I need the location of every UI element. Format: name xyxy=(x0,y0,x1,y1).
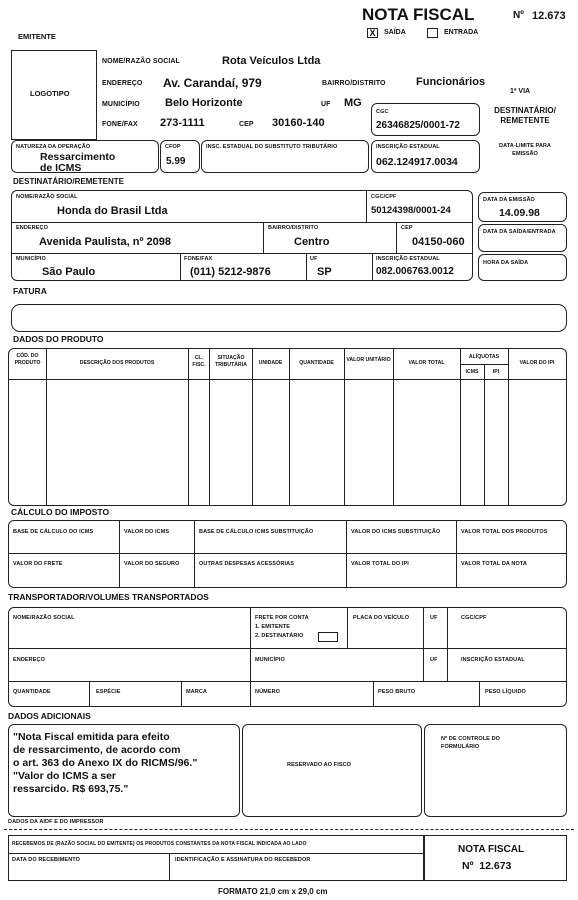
adicionais-section-label: DADOS ADICIONAIS xyxy=(8,711,91,721)
cfop-value: 5.99 xyxy=(166,156,186,167)
data-recebimento-label: DATA DO RECEBIMENTO xyxy=(12,857,81,863)
insc-value: 062.124917.0034 xyxy=(376,156,458,168)
dest-municipio: São Paulo xyxy=(42,266,96,278)
emitente-bairro-label: BAIRRO/DISTRITO xyxy=(322,80,386,87)
dest-cgc-label: CGC/CPF xyxy=(371,194,397,200)
imposto-table xyxy=(8,520,567,588)
col-cod: CÓD. DO PRODUTO xyxy=(14,353,41,366)
natureza-label: NATUREZA DA OPERAÇÃO xyxy=(16,144,91,150)
adicionais-line-4: "Valor do ICMS a ser xyxy=(13,770,117,782)
dest-endereco: Avenida Paulista, nº 2098 xyxy=(39,236,171,248)
natureza-value: Ressarcimento de ICMS xyxy=(40,151,116,175)
transp-endereco-label: ENDEREÇO xyxy=(13,657,45,663)
adicionais-line-3: o art. 363 do Anexo IX do RICMS/96." xyxy=(13,757,198,769)
saida-checkbox[interactable]: X xyxy=(367,28,378,38)
frete-label: FRETE POR CONTA xyxy=(255,615,309,621)
emitente-nome: Rota Veículos Ltda xyxy=(222,55,321,67)
dest-insc-label: INSCRIÇÃO ESTADUAL xyxy=(376,256,440,262)
emitente-cep: 30160-140 xyxy=(272,117,325,129)
emitente-municipio-label: MUNICÍPIO xyxy=(102,101,140,108)
col-situacao: SITUAÇÃO TRIBUTÁRIA xyxy=(215,355,247,368)
emitente-uf-label: UF xyxy=(321,101,331,108)
dest-cep-label: CEP xyxy=(401,225,413,231)
cfop-label: CFOP xyxy=(165,144,181,150)
marca-label: MARCA xyxy=(186,689,207,695)
ident-recebedor-label: IDENTIFICAÇÃO E ASSINATURA DO RECEBEDOR xyxy=(175,857,311,863)
col-cl-fisc: CL. FISC. xyxy=(192,355,206,368)
controle-box xyxy=(424,724,567,817)
dest-fone: (011) 5212-9876 xyxy=(190,266,271,278)
emitente-section-label: EMITENTE xyxy=(18,32,56,41)
insc-box xyxy=(371,140,480,173)
insc-sub-label: INSC. ESTADUAL DO SUBSTITUTO TRIBUTÁRIO xyxy=(206,144,338,150)
dest-municipio-label: MUNICÍPIO xyxy=(16,256,46,262)
col-valor-ipi: VALOR DO IPI xyxy=(519,360,555,366)
produtos-table xyxy=(8,348,567,506)
dest-main-box xyxy=(11,190,473,281)
reservado-fisco-box xyxy=(242,724,422,817)
impressor-label: DADOS DA AIDF E DO IMPRESSOR xyxy=(8,819,104,825)
dest-bairro: Centro xyxy=(294,236,330,248)
hora-saida-label: HORA DA SAÍDA xyxy=(483,260,529,266)
valor-icms-label: VALOR DO ICMS xyxy=(124,529,170,535)
valor-total-produtos-label: VALOR TOTAL DOS PRODUTOS xyxy=(461,529,548,535)
col-aliq-ipi: IPI xyxy=(492,369,500,375)
col-unidade: UNIDADE xyxy=(258,360,283,366)
transp-nome-label: NOME/RAZÃO SOCIAL xyxy=(13,615,75,621)
nf-number: 12.673 xyxy=(532,10,566,22)
base-icms-sub-label: BASE DE CÁLCULO ICMS SUBSTITUIÇÃO xyxy=(199,529,314,535)
dest-bairro-label: BAIRRO/DISTRITO xyxy=(268,225,319,231)
emitente-fone-label: FONE/FAX xyxy=(102,121,138,128)
fatura-section-label: FATURA xyxy=(13,286,47,296)
data-saida-label: DATA DA SAÍDA/ENTRADA xyxy=(483,229,556,235)
emitente-cgc-label: CGC xyxy=(376,109,389,115)
destinatario-section-label: DESTINATÁRIO/REMETENTE xyxy=(13,177,124,186)
col-valor-total: VALOR TOTAL xyxy=(408,360,445,366)
cfop-box xyxy=(160,140,200,173)
frete-opt1: 1. EMITENTE xyxy=(255,624,291,630)
logo-box xyxy=(11,50,97,140)
transp-municipio-label: MUNICÍPIO xyxy=(255,657,285,663)
produtos-section-label: DADOS DO PRODUTO xyxy=(13,334,104,344)
transportador-section-label: TRANSPORTADOR/VOLUMES TRANSPORTADOS xyxy=(8,592,209,602)
canhoto-cut-line xyxy=(4,829,574,830)
emitente-municipio: Belo Horizonte xyxy=(165,97,243,109)
fatura-box xyxy=(11,304,567,332)
peso-bruto-label: PESO BRUTO xyxy=(378,689,416,695)
dest-uf-label: UF xyxy=(310,256,318,262)
numero-label: NÚMERO xyxy=(255,689,281,695)
transp-uf2-label: UF xyxy=(430,657,438,663)
transp-cgc-label: CGC/CPF xyxy=(461,615,487,621)
dest-cep: 04150-060 xyxy=(412,236,465,248)
peso-liquido-label: PESO LÍQUIDO xyxy=(485,689,526,695)
col-aliq-icms: ICMS xyxy=(465,369,479,375)
emitente-cep-label: CEP xyxy=(239,121,254,128)
controle-label: Nº DE CONTROLE DO FORMULÁRIO xyxy=(441,736,501,751)
dest-rem-tag: DESTINATÁRIO/ REMETENTE xyxy=(494,106,556,125)
transp-uf-label: UF xyxy=(430,615,438,621)
col-valor-unit: VALOR UNITÁRIO xyxy=(346,357,391,363)
dest-nome: Honda do Brasil Ltda xyxy=(57,205,168,217)
transportador-table xyxy=(8,607,567,707)
number-label: Nº xyxy=(513,10,524,21)
quantidade-label: QUANTIDADE xyxy=(13,689,51,695)
emitente-endereco-label: ENDEREÇO xyxy=(102,80,143,87)
data-emissao-box xyxy=(478,192,567,222)
natureza-box xyxy=(11,140,159,173)
canhoto-nf-number: Nº 12.673 xyxy=(462,860,512,872)
canhoto-nf-title: NOTA FISCAL xyxy=(458,844,525,855)
hora-saida-box xyxy=(478,254,567,281)
data-saida-box xyxy=(478,224,567,252)
canhoto-nf-box xyxy=(424,835,567,881)
base-icms-label: BASE DE CÁLCULO DO ICMS xyxy=(13,529,94,535)
frete-opt2: 2. DESTINATÁRIO xyxy=(255,633,304,639)
emitente-nome-label: NOME/RAZÃO SOCIAL xyxy=(102,58,180,65)
transp-insc-label: INSCRIÇÃO ESTADUAL xyxy=(461,657,525,663)
entrada-label: ENTRADA xyxy=(444,29,479,36)
reservado-fisco-label: RESERVADO AO FISCO xyxy=(287,762,352,768)
frete-checkbox[interactable] xyxy=(318,632,338,642)
adicionais-text-box xyxy=(8,724,240,817)
valor-total-ipi-label: VALOR TOTAL DO IPI xyxy=(351,561,409,567)
recebemos-label: RECEBEMOS DE (RAZÃO SOCIAL DO EMITENTE) OS PRODUTOS CONSTANTES DA NOTA FISCAL INDICADA AO LADO xyxy=(12,841,307,847)
form-title: NOTA FISCAL xyxy=(362,5,475,24)
emitente-fone: 273-1111 xyxy=(160,117,205,129)
dest-endereco-label: ENDEREÇO xyxy=(16,225,48,231)
insc-sub-box xyxy=(201,140,369,173)
valor-seguro-label: VALOR DO SEGURO xyxy=(124,561,180,567)
valor-total-nota-label: VALOR TOTAL DA NOTA xyxy=(461,561,527,567)
dest-cgc: 50124398/0001-24 xyxy=(371,205,451,216)
canhoto-box xyxy=(8,835,424,881)
placa-label: PLACA DO VEÍCULO xyxy=(353,615,410,621)
imposto-section-label: CÁLCULO DO IMPOSTO xyxy=(11,507,110,517)
via-label: 1ª VIA xyxy=(510,88,531,95)
formato-label: FORMATO 21,0 cm x 29,0 cm xyxy=(218,887,328,896)
dest-fone-label: FONE/FAX xyxy=(184,256,213,262)
col-descricao: DESCRIÇÃO DOS PRODUTOS xyxy=(79,360,155,366)
saida-label: SAÍDA xyxy=(384,29,406,36)
especie-label: ESPÉCIE xyxy=(96,689,121,695)
emitente-uf: MG xyxy=(344,97,362,109)
col-aliquotas: ALÍQUOTAS xyxy=(468,354,500,360)
data-emissao-label: DATA DA EMISSÃO xyxy=(483,197,535,203)
entrada-checkbox[interactable] xyxy=(427,28,438,38)
data-limite-label: DATA-LIMITE PARA EMISSÃO xyxy=(499,143,551,157)
emitente-cgc: 26346825/0001-72 xyxy=(376,120,460,131)
outras-despesas-label: OUTRAS DESPESAS ACESSÓRIAS xyxy=(199,561,294,567)
adicionais-line-5: ressarcido. R$ 693,75." xyxy=(13,783,129,795)
valor-icms-sub-label: VALOR DO ICMS SUBSTITUIÇÃO xyxy=(351,529,441,535)
insc-label: INSCRIÇÃO ESTADUAL xyxy=(376,144,440,150)
dest-insc: 082.006763.0012 xyxy=(376,266,454,277)
emitente-cgc-box xyxy=(371,103,480,136)
adicionais-line-2: de ressarcimento, de acordo com xyxy=(13,744,181,756)
adicionais-line-1: "Nota Fiscal emitida para efeito xyxy=(13,731,170,743)
emitente-bairro: Funcionários xyxy=(416,76,486,88)
dest-nome-label: NOME/RAZÃO SOCIAL xyxy=(16,194,78,200)
logo-placeholder: LOGOTIPO xyxy=(30,89,70,98)
col-quantidade: QUANTIDADE xyxy=(299,360,334,366)
valor-frete-label: VALOR DO FRETE xyxy=(13,561,63,567)
data-emissao: 14.09.98 xyxy=(499,207,540,219)
emitente-endereco: Av. Carandaí, 979 xyxy=(163,76,262,90)
dest-uf: SP xyxy=(317,266,332,278)
